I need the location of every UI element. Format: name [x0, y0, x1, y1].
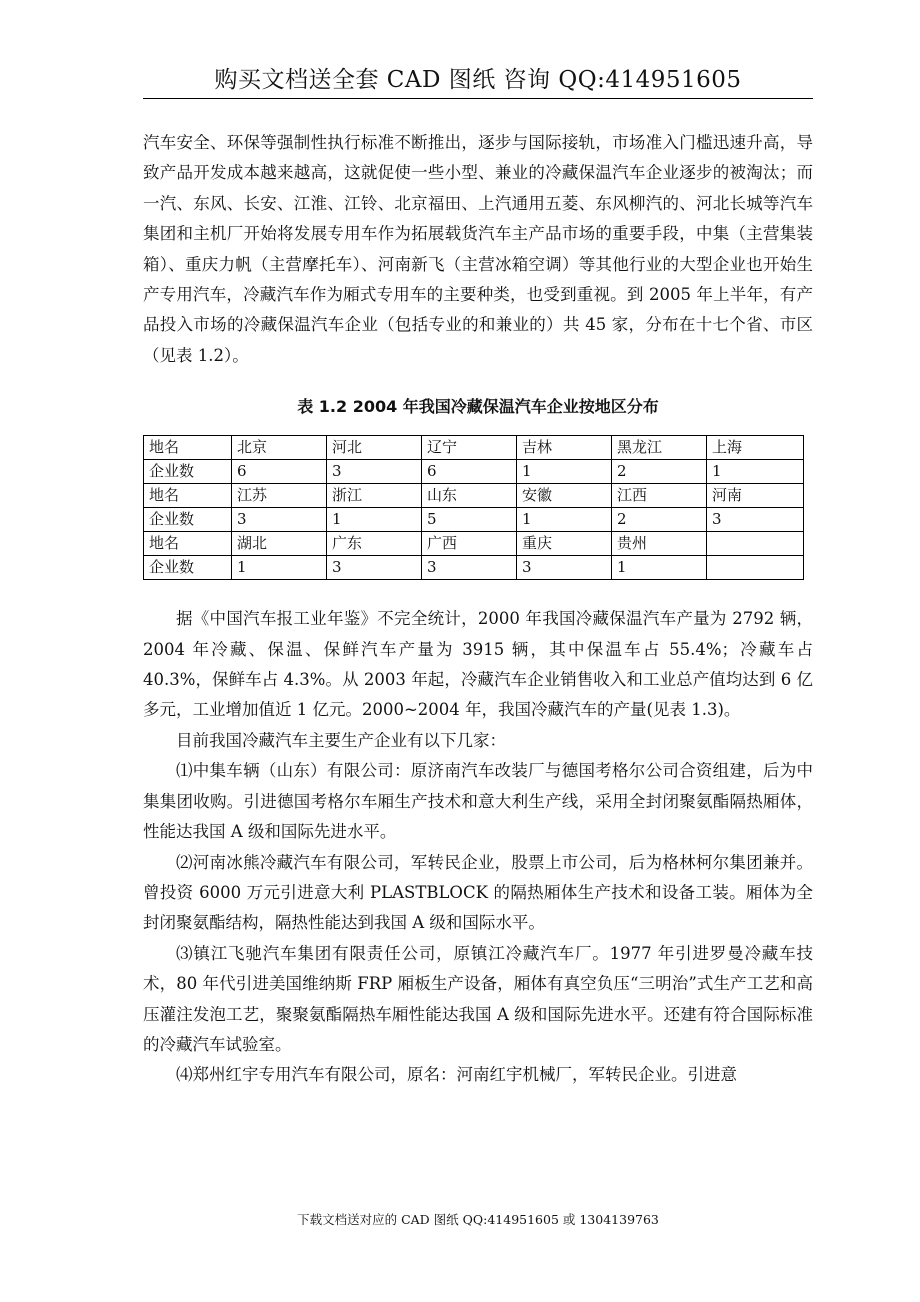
page-footer: 下载文档送对应的 CAD 图纸 QQ:414951605 或 1304139763 — [297, 1212, 659, 1227]
table-title: 表 1.2 2004 年我国冷藏保温汽车企业按地区分布 — [297, 397, 659, 417]
table-cell: 2 — [612, 508, 707, 532]
manufacturers-intro: 目前我国冷藏汽车主要生产企业有以下几家： — [176, 730, 506, 750]
header-divider — [143, 98, 813, 99]
table-cell: 1 — [517, 508, 612, 532]
page-header: 购买文档送全套 CAD 图纸 咨询 QQ:414951605 — [214, 67, 742, 93]
manufacturer-item: ⑶镇江飞驰汽车集团有限责任公司，原镇江冷藏汽车厂。1977 年引进罗曼冷藏车技术，80 年代引进美国维纳斯 FRP 厢板生产设备，厢体有真空负压“三明治”式生产工艺和高压灌注发泡工艺，聚聚氨酯隔热车厢性能达我国 A 级和国际先进水平。还建有符合国际标准的冷藏汽车试验室。 — [143, 943, 813, 1054]
document-body — [143, 128, 813, 1091]
table-cell: 江西 — [612, 484, 707, 508]
table-cell: 河南 — [707, 484, 804, 508]
table-row — [144, 436, 804, 460]
table-cell: 地名 — [144, 532, 232, 556]
table-cell: 企业数 — [144, 508, 232, 532]
table-cell: 3 — [327, 460, 422, 484]
table-cell: 黑龙江 — [612, 436, 707, 460]
intro-paragraph: 汽车安全、环保等强制性执行标准不断推出，逐步与国际接轨，市场准入门槛迅速升高，导致产品开发成本越来越高，这就促使一些小型、兼业的冷藏保温汽车企业逐步的被淘汰；而一汽、东风、长安、江淮、江铃、北京福田、上汽通用五菱、东风柳汽的、河北长城等汽车集团和主机厂开始将发展专用车作为拓展载货汽车主产品市场的重要手段，中集（主营集装箱）、重庆力帆（主营摩托车）、河南新飞（主营冰箱空调）等其他行业的大型企业也开始生产专用汽车，冷藏汽车作为厢式专用车的主要种类，也受到重视。到 2005 年上半年，有产品投入市场的冷藏保温汽车企业（包括专业的和兼业的）共 45 家，分布在十七个省、市区（见表 1.2）。 — [143, 133, 813, 365]
table-cell: 3 — [232, 508, 327, 532]
table-cell: 河北 — [327, 436, 422, 460]
table-cell: 1 — [517, 460, 612, 484]
table-cell: 吉林 — [517, 436, 612, 460]
table-row — [144, 460, 804, 484]
post-table-section — [143, 604, 813, 1091]
table-cell: 1 — [612, 556, 707, 580]
manufacturer-item: ⑴中集车辆（山东）有限公司：原济南汽车改装厂与德国考格尔公司合资组建，后为中集集团收购。引进德国考格尔车厢生产技术和意大利生产线，采用全封闭聚氨酯隔热厢体，性能达我国 A 级和国际先进水平。 — [143, 761, 813, 842]
table-cell: 企业数 — [144, 460, 232, 484]
table-cell: 5 — [422, 508, 517, 532]
table-cell: 6 — [422, 460, 517, 484]
manufacturer-item: ⑷郑州红宇专用汽车有限公司，原名：河南红宇机械厂，军转民企业。引进意 — [176, 1065, 737, 1085]
table-cell: 1 — [232, 556, 327, 580]
table-row — [144, 484, 804, 508]
table-cell: 1 — [707, 460, 804, 484]
table-cell: 贵州 — [612, 532, 707, 556]
table-cell: 安徽 — [517, 484, 612, 508]
table-cell: 广东 — [327, 532, 422, 556]
statistics-paragraph: 据《中国汽车报工业年鉴》不完全统计，2000 年我国冷藏保温汽车产量为 2792 辆，2004 年冷藏、保温、保鲜汽车产量为 3915 辆，其中保温车占 55.4%；冷藏车占 40.3%，保鲜车占 4.3%。从 2003 年起，冷藏汽车企业销售收入和工业总产值均达到 6 亿多元，工业增加值近 1 亿元。2000~2004 年，我国冷藏汽车的产量(见表 1.3)。 — [143, 609, 813, 720]
table-cell — [707, 556, 804, 580]
region-distribution-table — [143, 435, 804, 580]
table-cell: 3 — [707, 508, 804, 532]
table-cell: 北京 — [232, 436, 327, 460]
table-cell: 广西 — [422, 532, 517, 556]
table-cell: 地名 — [144, 436, 232, 460]
table-cell: 2 — [612, 460, 707, 484]
table-cell: 山东 — [422, 484, 517, 508]
table-cell: 辽宁 — [422, 436, 517, 460]
manufacturer-item: ⑵河南冰熊冷藏汽车有限公司，军转民企业，股票上市公司，后为格林柯尔集团兼并。曾投资 6000 万元引进意大利 PLASTBLOCK 的隔热厢体生产技术和设备工装。厢体为全封闭聚氨酯结构，隔热性能达到我国 A 级和国际水平。 — [143, 852, 813, 933]
table-cell: 重庆 — [517, 532, 612, 556]
table-cell: 浙江 — [327, 484, 422, 508]
table-cell: 湖北 — [232, 532, 327, 556]
table-cell: 3 — [517, 556, 612, 580]
table-cell: 江苏 — [232, 484, 327, 508]
table-cell: 企业数 — [144, 556, 232, 580]
table-cell — [707, 532, 804, 556]
table-row — [144, 556, 804, 580]
table-cell: 地名 — [144, 484, 232, 508]
table-cell: 上海 — [707, 436, 804, 460]
table-row — [144, 532, 804, 556]
table-cell: 3 — [327, 556, 422, 580]
table-row — [144, 508, 804, 532]
table-cell: 1 — [327, 508, 422, 532]
table-cell: 6 — [232, 460, 327, 484]
table-cell: 3 — [422, 556, 517, 580]
